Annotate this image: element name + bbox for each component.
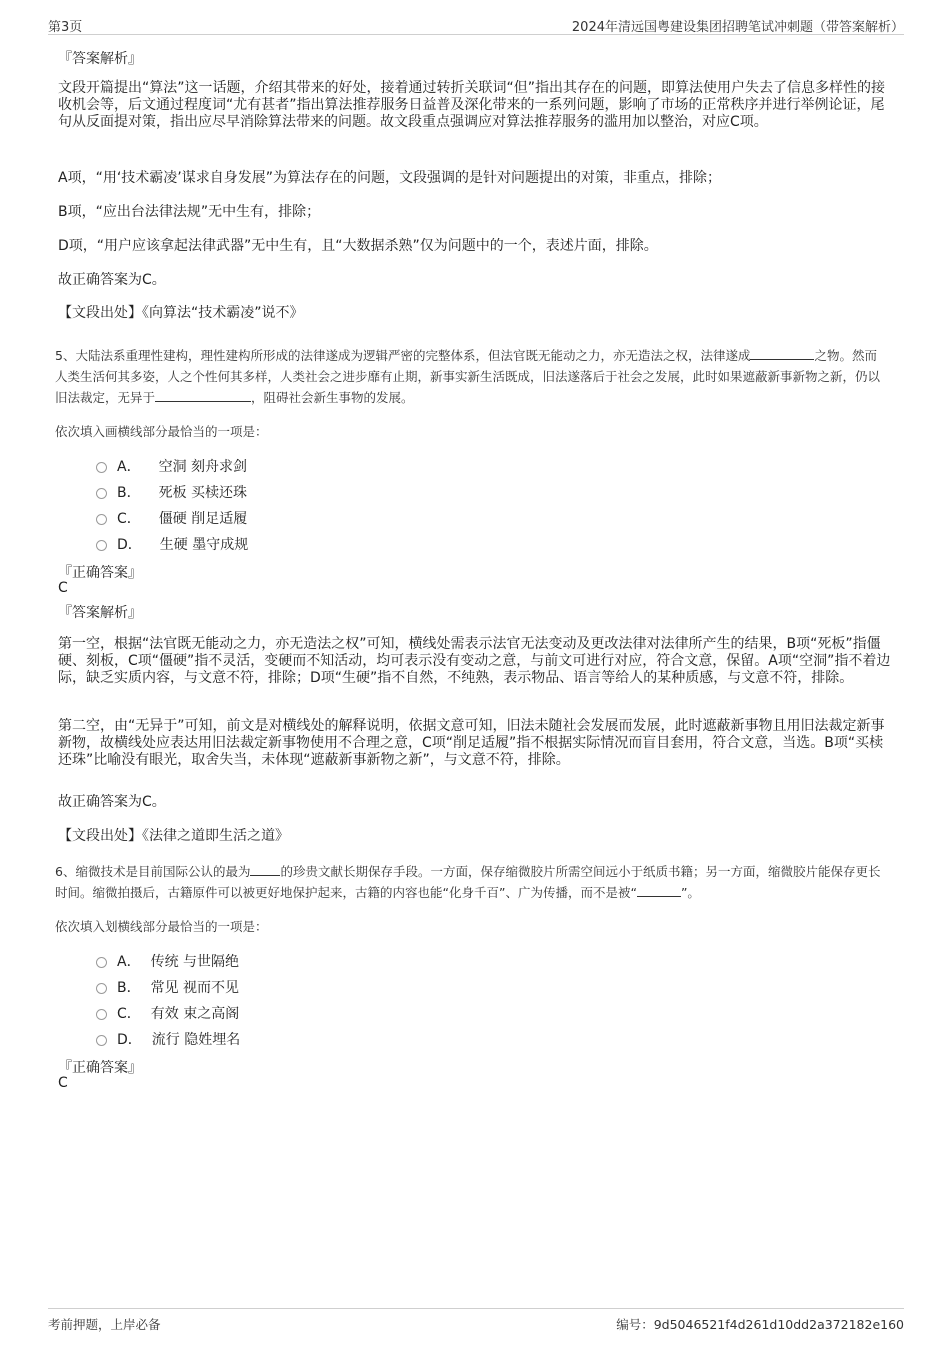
document-title: 2024年清远国粤建设集团招聘笔试冲刺题（带答案解析） (571, 20, 904, 35)
option-text: 生硬 墨守成规 (159, 537, 249, 553)
footer-slogan: 考前押题，上岸必备 (48, 1317, 161, 1332)
option-key: D． (117, 1032, 142, 1048)
option-key: D． (117, 537, 142, 553)
q6-option-a[interactable] (96, 951, 239, 971)
q4-analysis-label: 『答案解析』 (58, 51, 142, 67)
q6-stem-part-2: 的珍贵文献长期保存手段。一方面，保存缩微胶片所需空间远小于纸质书籍；另一方面，缩微胶片能保存更长时间。缩微拍摄后，古籍原件可以被更好地保护起来，古籍的内容也能“化身千百”、广为传播，而不是被“ (55, 864, 881, 900)
q6-stem-part-3: ”。 (680, 885, 700, 900)
option-key: A． (117, 459, 141, 475)
q5-analysis-paragraph-2: 第二空，由“无异于”可知，前文是对横线处的解释说明，依据文意可知，旧法未随社会发展而发展，此时遮蔽新事物且用旧法裁定新事新物，故横线处应表达用旧法裁定新事物使用不合理之意，C项“削足适履”指不根据实际情况而盲目套用，符合文意，当选。B项“买椟还珠”比喻没有眼光，取舍失当，未体现“遮蔽新事新物之新”，与文意不符，排除。 (58, 718, 885, 768)
radio-icon[interactable] (96, 983, 107, 994)
q6-stem (55, 861, 885, 903)
q5-option-b[interactable] (96, 482, 247, 502)
option-text: 流行 隐姓埋名 (151, 1032, 241, 1048)
q6-option-c[interactable] (96, 1003, 239, 1023)
radio-icon[interactable] (96, 488, 107, 499)
radio-icon[interactable] (96, 1009, 107, 1020)
q5-blank-2 (155, 389, 251, 402)
q5-option-d[interactable] (96, 534, 248, 554)
option-key: B． (117, 485, 141, 501)
q5-blank-1 (750, 347, 814, 360)
q5-option-c[interactable] (96, 508, 247, 528)
q5-conclusion: 故正确答案为C。 (58, 794, 166, 810)
radio-icon[interactable] (96, 540, 107, 551)
q6-blank-1 (250, 863, 280, 876)
q5-answer: C (58, 580, 68, 596)
option-text: 死板 买椟还珠 (158, 485, 248, 501)
q5-stem-part-1: 5、大陆法系重理性建构，理性建构所形成的法律遂成为逻辑严密的完整体系，但法官既无能动之力，亦无造法之权，法律遂成 (55, 348, 751, 363)
radio-icon[interactable] (96, 1035, 107, 1046)
q4-analysis-paragraph-1: 文段开篇提出“算法”这一话题，介绍其带来的好处，接着通过转折关联词“但”指出其存在的问题，即算法使用户失去了信息多样性的接收机会等，后文通过程度词“尤有甚者”指出算法推荐服务日益普及深化带来的一系列问题，影响了市场的正常秩序并进行举例论证，尾句从反面提对策，指出应尽早消除算法带来的问题。故文段重点强调应对算法推荐服务的滥用加以整治，对应C项。 (58, 80, 886, 130)
option-key: C． (117, 1006, 141, 1022)
page-footer (48, 1308, 904, 1331)
q4-conclusion: 故正确答案为C。 (58, 272, 166, 288)
page-header (48, 14, 904, 35)
option-text: 常见 视而不见 (150, 980, 240, 996)
option-text: 传统 与世隔绝 (150, 954, 240, 970)
option-text: 僵硬 削足适履 (158, 511, 248, 527)
q6-option-d[interactable] (96, 1029, 240, 1049)
radio-icon[interactable] (96, 514, 107, 525)
page-number: 第3页 (48, 20, 83, 35)
q4-analysis-paragraph-3: B项，“应出台法律法规”无中生有，排除； (58, 204, 321, 220)
q5-stem (55, 345, 885, 408)
q4-analysis-paragraph-2: A项，“用‘技术霸凌’谋求自身发展”为算法存在的问题，文段强调的是针对问题提出的对策，非重点，排除； (58, 170, 721, 186)
q6-answer-label: 『正确答案』 (58, 1060, 142, 1076)
q6-prompt: 依次填入划横线部分最恰当的一项是： (55, 919, 268, 934)
option-key: A． (117, 954, 141, 970)
q6-stem-part-1: 6、缩微技术是目前国际公认的最为 (55, 864, 251, 879)
q6-answer: C (58, 1075, 68, 1091)
q5-prompt: 依次填入画横线部分最恰当的一项是： (55, 424, 268, 439)
q4-source: 【文段出处】《向算法“技术霸凌”说不》 (58, 305, 304, 321)
q4-analysis-paragraph-4: D项，“用户应该拿起法律武器”无中生有，且“大数据杀熟”仅为问题中的一个，表述片面，排除。 (58, 238, 658, 254)
q5-analysis-label: 『答案解析』 (58, 605, 142, 621)
option-key: B． (117, 980, 141, 996)
q5-option-a[interactable] (96, 456, 247, 476)
q5-stem-part-2: 之物。然而人类生活何其多姿，人之个性何其多样，人类社会之进步靡有止期，新事实新生活既成，旧法遂落后于社会之发展，此时如果遮蔽新事新物之新，仍以旧法裁定，无异于 (55, 348, 881, 405)
option-text: 空洞 刻舟求剑 (158, 459, 248, 475)
option-text: 有效 束之高阁 (150, 1006, 240, 1022)
q5-stem-part-3: ，阻碍社会新生事物的发展。 (251, 390, 414, 405)
q6-blank-2 (637, 884, 681, 897)
q5-analysis-paragraph-1: 第一空，根据“法官既无能动之力，亦无造法之权”可知，横线处需表示法官无法变动及更改法律对法律所产生的结果，B项“死板”指僵硬、刻板，C项“僵硬”指不灵活，变硬而不知活动，均可表示没有变动之意，与前文可进行对应，符合文意，保留。A项“空洞”指不着边际，缺乏实质内容，与文意不符，排除；D项“生硬”指不自然，不纯熟，表示物品、语言等给人的某种质感，与文意不符，排除。 (58, 636, 891, 686)
q5-answer-label: 『正确答案』 (58, 565, 142, 581)
radio-icon[interactable] (96, 462, 107, 473)
option-key: C． (117, 511, 141, 527)
document-id: 编号：9d5046521f4d261d10dd2a372182e160 (616, 1317, 904, 1332)
q5-source: 【文段出处】《法律之道即生活之道》 (58, 828, 289, 844)
radio-icon[interactable] (96, 957, 107, 968)
q6-option-b[interactable] (96, 977, 239, 997)
